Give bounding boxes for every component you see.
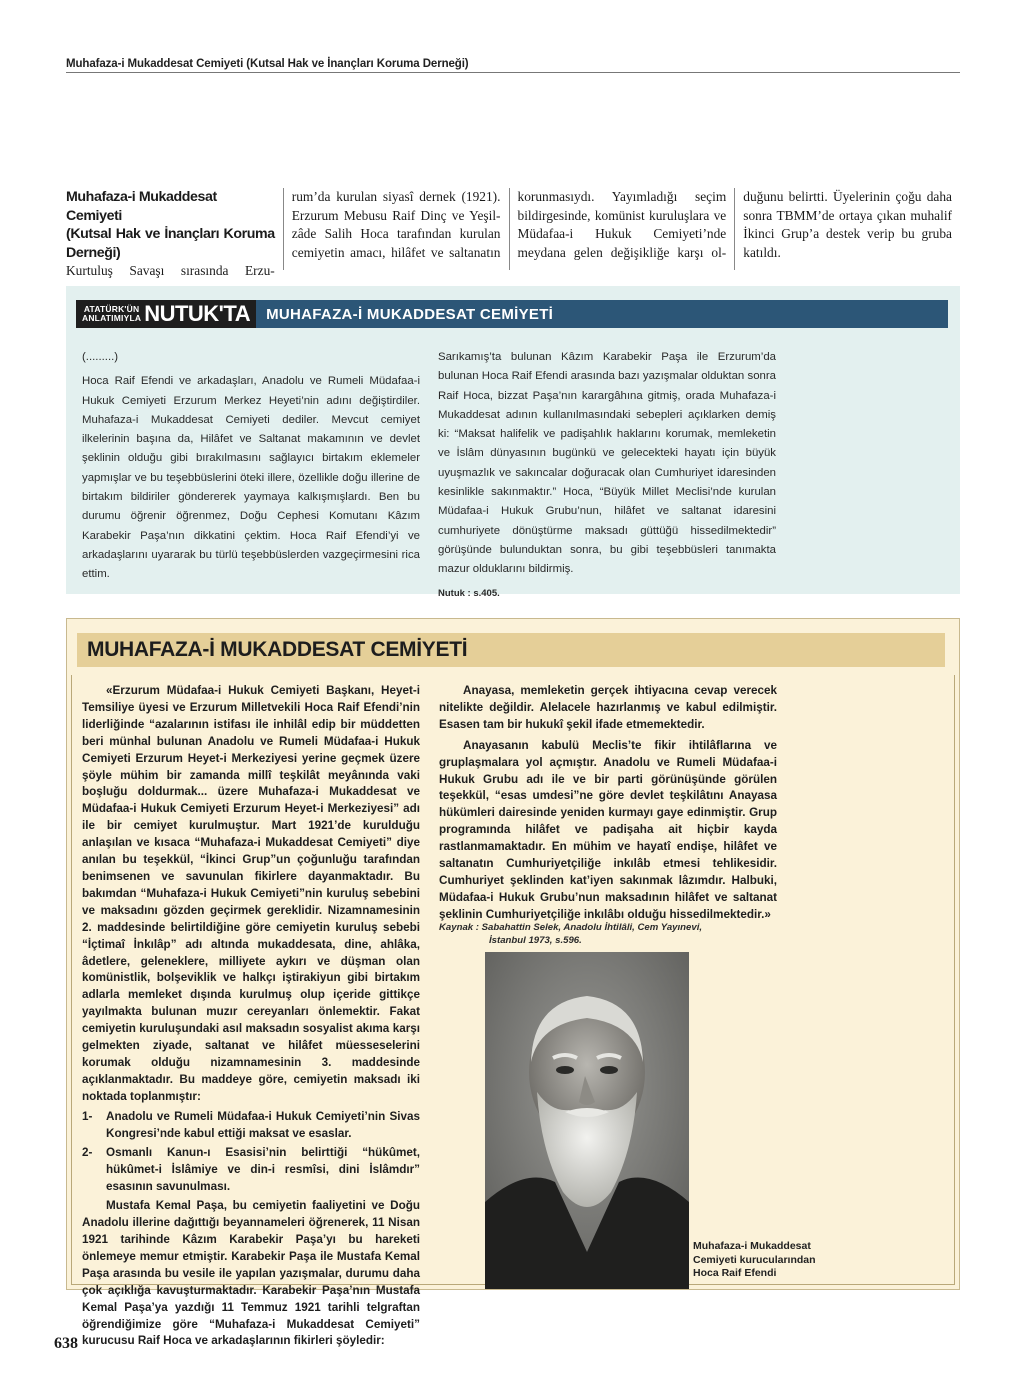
- list-item-text: Osmanlı Kanun-ı Esasisi’nin belirttiği “hükûmet, hükûmet-i İslâmiye ve din-i resmîsi, dini İslâmdır” esasının savunulması.: [106, 1146, 420, 1194]
- entry-column-1: [66, 188, 283, 279]
- photo-caption: Muhafaza-i Mukaddesat Cemiyeti kurucularından Hoca Raif Efendi: [693, 1240, 816, 1279]
- entry-column-4: [734, 188, 960, 270]
- muhafaza-right-column: [439, 683, 777, 928]
- muhafaza-right-paragraph-2: Anayasanın kabulü Meclis’te fikir ihtilâflarına ve gruplaşmalara yol açmıştır. Anadolu ve Rumeli Müdafaa-i Hukuk Grubu adı ile ve bir parti görünüşünde görülen teşekkül, “esas umdesi”ne göre devlet teşkilâtını Anayasa hükümleri dairesinde yeniden kurmayı gaye edinmiştir. Grup programında hilâfet ve padişaha ait hiçbir kayda rastlanmamaktadır. En mühim ve hayatî endişe, hilâfet ve saltanatın Cumhuriyetçiliğe inkılâb etmesi tehlikesidir. Cumhuriyet şeklinden kat’iyen sakınmak lâzımdır. Halbuki, Müdafaa-i Hukuk Grubu’nun maksadının hilâfet ve saltanat şeklinin Cumhuriyetçiliğe inkılâbı olduğu hissedilmektedir.»: [439, 738, 777, 921]
- entry-text-2: rum’da kurulan siyasî dernek (1921). Erzurum Mebusu Raif Dinç ve Yeşil-zâde Salih Hoca tarafından kurulan cemiyetin amacı, hilâfet ve saltanatın: [291, 189, 501, 260]
- entry-text-3: korunmasıydı. Yayımladığı seçim bildirgesinde, komünist kuruluşlara ve Müdafaa-i Hukuk Cemiyeti’nde meydana gelen değişikliğe karşı ol-: [517, 189, 727, 260]
- entry-columns: [66, 188, 960, 279]
- nutuk-badge: [76, 300, 256, 328]
- nutuk-right-column: [438, 348, 776, 603]
- entry-text-4: duğunu belirtti. Üyelerinin çoğu daha sonra TBMM’de ortaya çıkan muhalif İkinci Grup’a destek verip bu gruba katıldı.: [743, 189, 952, 260]
- badge-small-line-1: ATATÜRK'ÜN: [83, 304, 140, 314]
- nutuk-banner: [76, 300, 948, 328]
- nutuk-ellipsis: (.........): [82, 351, 119, 363]
- entry-column-2: [283, 188, 509, 270]
- nutuk-box: [66, 286, 960, 599]
- nutuk-right-text: Sarıkamış’ta bulunan Kâzım Karabekir Paşa ile Erzurum’da bulunan Hoca Raif Efendi arasında bazı yazışmalar olduktan sonra Raif Hoca, bizzat Paşa’nın karargâhına gitmiş, orada Muhafaza-i Mukaddesat adının kullanılmasındaki sebepleri açıklarken demiş ki: “Maksat halifelik ve padişahlık haklarını korumak, memleketin ve İslâm dünyasının bugünkü ve gelecekteki hayatı için büyük uyuşmazlık ve sakıncalar doğuracak olan Cumhuriyet idaresinden kesinlikle sakınmaktır.” Hoca, “Büyük Millet Meclisi’nde kurulan Müdafaa-i Hukuk Grubu’nun, hilâfet ve saltanat idaresini cumhuriyete dönüştürme maksadı güttüğü hissedilmektedir” görüşünde bulunduktan sonra, bu gibi teşebbüsleri tanımakta mazur olduklarını bildirmiş.: [438, 351, 776, 576]
- muhafaza-source-line-1: Kaynak : Sabahattin Selek, Anadolu İhtilâli, Cem Yayınevi,: [439, 922, 703, 933]
- muhafaza-left-paragraph-1: «Erzurum Müdafaa-i Hukuk Cemiyeti Başkanı, Heyet-i Temsiliye üyesi ve Erzurum Milletvekili Hoca Raif Efendi’nin liderliğinde “azalarının istifası ile inhilâl edip bir müddetten beri münhal bulunan Anadolu ve Rumeli Müdafaa-i Hukuk Cemiyeti Erzurum Heyet-i Merkeziyesi yerine geçmek üzere şöyle mühim bir zamanda millî teşkilât meyânında vaki boşluğu doldurmak... üzere Muhafaza-i Mukaddesat ve Müdafaa-i Hukuk Cemiyeti Erzurum Heyet-i Merkeziyesi” adı ile bir cemiyet kurulmuştur. Mart 1921’de kurulduğu anlaşılan ve kısaca “Muhafaza-i Mukaddesat Cemiyeti” diye anılan bu teşekkül, “İkinci Grup”un çoğunluğu tarafından benimsenen ve savunulan fikirlere dayanmaktadır. Bu bakımdan “Muhafaza-i Hukuk Cemiyeti”nin kuruluş sebebini ve maksadını gözden geçirmek gereklidir. Nizamnamesinin 2. maddesinde belirtildiğine göre cemiyetin kuruluş sebebi “İçtimaî İnkılâp” adı altında mukaddesata, dine, ahlâka, âdetlere, geleneklere, milliyete aykırı ve düşman olan komünistlik, bolşeviklik ve halkçı iştirakiyun gibi birtakım adlarla memleket dışında kurulmuş olup içeride gittikçe yayılmakta bulunan muzır cereyanları önlemektir. Fakat cemiyetin kuruluşundaki asıl maksadın sosyalist akıma karşı gelmekten ziyade, saltanat ve hilâfet müesseselerini korumak olduğu nizamnamesinin 3. maddesinde açıklanmaktadır. Bu maddeye göre, cemiyetin maksadı iki noktada toplanmıştır:: [82, 684, 420, 1103]
- muhafaza-banner: [77, 633, 945, 667]
- list-item-text: Anadolu ve Rumeli Müdafaa-i Hukuk Cemiyeti’nin Sivas Kongresi’nde kabul ettiği maksat ve esaslar.: [106, 1109, 420, 1140]
- muhafaza-left-column: [82, 683, 420, 1350]
- muhafaza-left-paragraph-2: Mustafa Kemal Paşa, bu cemiyetin faaliyetini ve Doğu Anadolu illerine dağıttığı beyannameleri öğrenerek, 11 Nisan 1921 tarihinde Kâzım Karabekir Paşa’yı bu hareketi önlemeye memur etmiştir. Karabekir Paşa ile Mustafa Kemal Paşa arasında bu vesile ile yapılan yazışmalar, durumu daha çok açıklığa kavuşturmaktadır. Karabekir Paşa’nın Mustafa Kemal Paşa’ya yazdığı 11 Temmuz 1921 tarihli telgraftan öğrendiğimize göre “Muhafaza-i Mukaddesat Cemiyeti” kurucusu Raif Hoca ve arkadaşlarının fikirleri şöyledir:: [82, 1199, 420, 1348]
- entry-column-3: [509, 188, 735, 270]
- nutuk-left-text: Hoca Raif Efendi ve arkadaşları, Anadolu ve Rumeli Müdafaa-i Hukuk Cemiyeti Erzurum Merkez Heyeti’nin adını değiştirdiler. Muhafaza-i Mukaddesat Cemiyeti dediler. Mevcut cemiyet ilkelerinin başına da, Hilâfet ve Saltanat makamının ve devlet şeklinin olduğu gibi bırakılmasını sağlayıcı birtakım eklemeler yapmışlar ve bu teşebbüslerini öteki illere, özellikle doğu illerine de birtakım bildiriler göndererek yaymaya kalkışmışlardı. Ben bu durumu öğrenir öğrenmez, Doğu Cephesi Komutanı Kâzım Karabekir Paşa’nın dikkatini çektim. Hoca Raif Efendi’yi ve arkadaşlarını uyararak bu türlü teşebbüslerden vazgeçirmesini rica ettim.: [82, 375, 420, 581]
- portrait-photo: [485, 952, 689, 1289]
- portrait-image: [485, 952, 689, 1289]
- nutuk-left-column: [82, 348, 420, 585]
- muhafaza-right-paragraph-1: Anayasa, memleketin gerçek ihtiyacına cevap verecek nitelikte değildir. Alelacele hazırlanmış ve kabul edilmiştir. Esasen tam bir hukukî şekil ifade etmemektedir.: [439, 684, 777, 731]
- nutuk-badge-big: NUTUK'TA: [144, 301, 251, 326]
- nutuk-badge-small: [82, 305, 141, 323]
- entry-title-line-3: Derneği): [66, 244, 121, 261]
- entry-title-line-2: (Kutsal Hak ve İnançları Koruma: [66, 226, 275, 243]
- nutuk-title: MUHAFAZA-İ MUKADDESAT CEMİYETİ: [266, 305, 554, 323]
- list-item: [82, 1145, 420, 1196]
- muhafaza-source-line-2: İstanbul 1973, s.596.: [489, 934, 582, 946]
- list-item: [82, 1109, 420, 1143]
- entry-title: [66, 188, 275, 262]
- muhafaza-title: MUHAFAZA-İ MUKADDESAT CEMİYETİ: [87, 638, 468, 661]
- muhafaza-box: [66, 618, 960, 1348]
- page-number: 638: [54, 1335, 78, 1352]
- list-item-number: 1-: [82, 1109, 93, 1123]
- entry-text-1: Kurtuluş Savaşı sırasında Erzu-: [66, 263, 275, 279]
- entry-title-line-1: Muhafaza-i Mukaddesat Cemiyeti: [66, 189, 217, 224]
- nutuk-source: Nutuk : s.405.: [438, 587, 500, 599]
- badge-small-line-2: ANLATIMIYLA: [82, 313, 142, 323]
- running-head: Muhafaza-i Mukaddesat Cemiyeti (Kutsal Hak ve İnançları Koruma Derneği): [66, 58, 960, 73]
- muhafaza-source: [439, 922, 769, 947]
- list-item-number: 2-: [82, 1146, 93, 1160]
